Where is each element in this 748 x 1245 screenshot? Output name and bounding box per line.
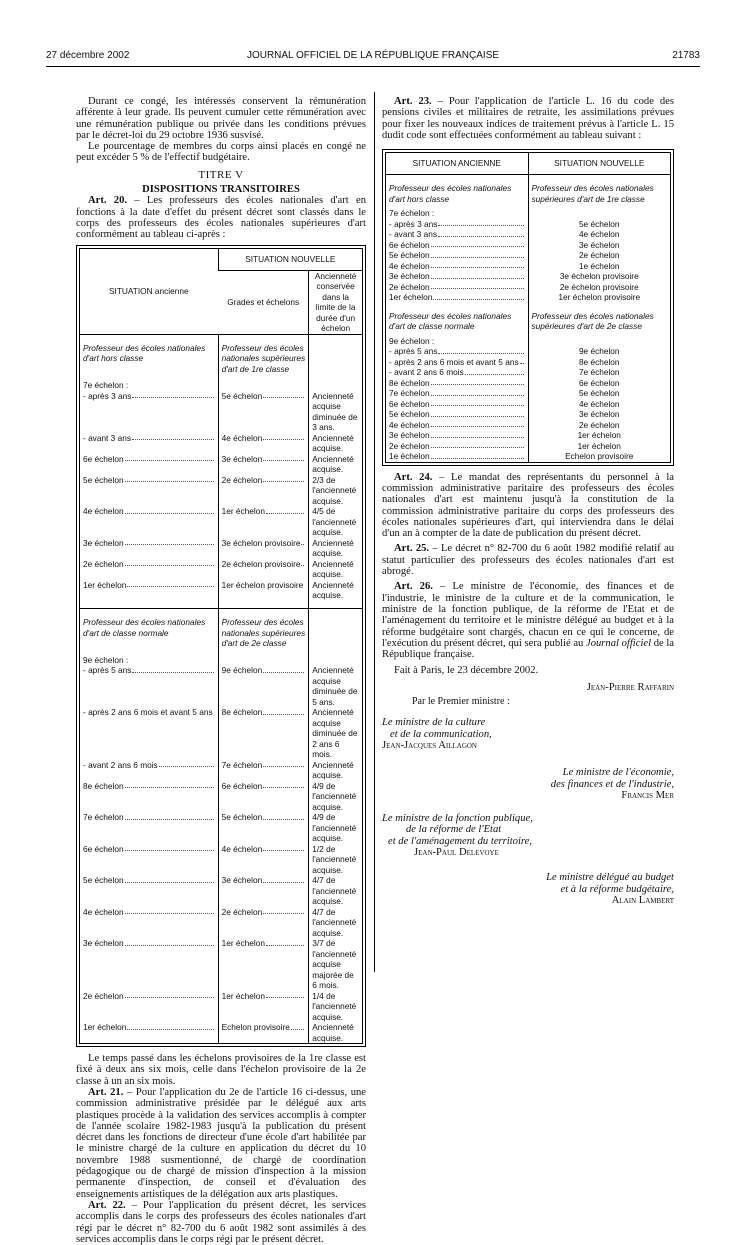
row-old: - après 5 ans <box>389 346 438 357</box>
row-new: 9e échelon <box>221 665 263 676</box>
row-anciennete: 4/9 de l'ancienneté acquise. <box>309 812 363 844</box>
row-anciennete: Ancienneté acquise. <box>309 559 363 580</box>
row-new: 1e échelon <box>528 261 671 272</box>
dot-leader <box>431 409 524 417</box>
table-row <box>386 336 671 347</box>
header-journal: JOURNAL OFFICIEL DE LA RÉPUBLIQUE FRANÇAISE <box>246 50 500 61</box>
row-old: 1er échelon <box>389 292 433 303</box>
row-new: 1er échelon <box>221 506 265 517</box>
dot-leader <box>431 282 524 290</box>
row-anciennete: Ancienneté acquise diminuée de 3 ans. <box>309 391 363 433</box>
row-anciennete: Ancienneté acquise. <box>309 760 363 781</box>
th-grades: Grades et échelons <box>218 270 309 334</box>
dot-leader <box>125 506 214 514</box>
row-new: Echelon provisoire <box>528 451 671 462</box>
row-new: 5e échelon <box>221 390 263 401</box>
sig3-role-3: et de l'aménagement du territoire, <box>388 835 532 847</box>
dot-leader <box>263 391 304 399</box>
row-old: 6e échelon <box>389 239 430 250</box>
table-art20-group-2 <box>80 609 363 655</box>
dot-leader <box>431 399 524 407</box>
group-old-grade: Professeur des écoles nationales d'art hors classe <box>389 183 512 204</box>
paragraph-pourcentage: Le pourcentage de membres du corps ainsi placés en congé ne peut excéder 5 % de l'effectif budgétaire. <box>76 141 366 164</box>
table-row <box>386 229 671 240</box>
table-row <box>80 812 363 844</box>
sig2-role-2: des finances et de l'industrie, <box>550 778 674 790</box>
row-old: 6e échelon <box>389 398 430 409</box>
row-old: - avant 3 ans <box>83 432 131 443</box>
article-24 <box>382 472 674 540</box>
table-row <box>80 655 363 666</box>
row-new: 5e échelon <box>221 812 263 823</box>
th-situation-ancienne: SITUATION ancienne <box>80 248 219 334</box>
row-anciennete: Ancienneté acquise. <box>309 538 363 559</box>
row-new: 4e échelon <box>221 432 263 443</box>
article-23 <box>382 96 674 141</box>
dot-leader <box>266 991 304 999</box>
article-22-label: Art. 22. <box>88 1199 126 1211</box>
table-art23 <box>385 152 671 463</box>
row-new: 1er échelon <box>528 441 671 452</box>
dot-leader <box>431 420 524 428</box>
row-new: 5e échelon <box>528 388 671 399</box>
row-old: 1e échelon <box>389 451 430 462</box>
row-new: 2e échelon provisoire <box>528 282 671 293</box>
row-old: 2e échelon <box>389 440 430 451</box>
dot-leader <box>263 665 304 673</box>
dot-leader <box>520 357 524 365</box>
sig2-role-1: Le ministre de l'économie, <box>562 767 674 779</box>
row-old: 6e échelon <box>83 843 124 854</box>
row-new: Echelon provisoire <box>221 1022 290 1033</box>
group-new-grade: Professeur des écoles nationales supérieures d'art de 1re classe <box>218 334 309 380</box>
row-new: 1er échelon <box>221 938 265 949</box>
dot-leader <box>431 240 524 248</box>
dot-leader <box>431 451 524 459</box>
row-old: - après 3 ans <box>389 218 438 229</box>
article-20-text: – Les professeurs des écoles nationales d'art en fonctions à la date d'effet du présent décret sont classés dans le corps des professeurs des écoles nationales supérieures d'art conformément au tableau ci-après : <box>76 195 366 241</box>
row-new: 3e échelon <box>528 409 671 420</box>
row-new: 3e échelon <box>221 875 263 886</box>
dot-leader <box>263 454 304 462</box>
table-row <box>80 781 363 813</box>
sig1-name: Jean-Jacques Aillagon <box>382 739 477 751</box>
table-row <box>80 938 363 991</box>
table-row <box>80 907 363 939</box>
row-new: 3e échelon provisoire <box>528 271 671 282</box>
row-old: 6e échelon <box>83 453 124 464</box>
dot-leader <box>159 760 214 768</box>
paragraph-temps: Le temps passé dans les échelons provisoires de la 1re classe est fixé à deux ans six mois, celle dans l'échelon provisoire de la 2e classe à un an six mois. <box>76 1053 366 1087</box>
row-old: - avant 2 ans 6 mois <box>83 759 158 770</box>
row-anciennete: Ancienneté acquise diminuée de 2 ans 6 mois. <box>309 707 363 760</box>
row-old: 5e échelon <box>83 474 124 485</box>
dot-leader <box>125 559 214 567</box>
table-row <box>80 875 363 907</box>
sig3-name: Jean-Paul Delevoye <box>414 847 499 858</box>
right-column <box>382 96 674 906</box>
group-old-grade: Professeur des écoles nationales d'art de classe normale <box>83 617 206 638</box>
article-26-label: Art. 26. <box>394 581 433 593</box>
dot-leader <box>132 433 214 441</box>
row-new: 6e échelon <box>528 378 671 389</box>
group-old-grade: Professeur des écoles nationales d'art de classe normale <box>389 310 512 332</box>
dot-leader <box>291 1022 304 1030</box>
row-old: 8e échelon <box>83 780 124 791</box>
row-old: 2e échelon <box>83 558 124 569</box>
row-new: 1er échelon provisoire <box>221 579 304 590</box>
table-art20-frame <box>76 245 366 1048</box>
table-row <box>386 346 671 357</box>
table-row <box>386 357 671 368</box>
dot-leader <box>266 938 304 946</box>
sig4-role-1: Le ministre délégué au budget <box>546 872 674 884</box>
table-row <box>80 559 363 580</box>
dot-leader <box>431 271 524 279</box>
row-old: 3e échelon <box>389 430 430 441</box>
table-row <box>386 250 671 261</box>
row-anciennete: 1/4 de l'ancienneté acquise. <box>309 991 363 1023</box>
row-anciennete: 4/7 de l'ancienneté acquise. <box>309 875 363 907</box>
table-art23-group-2 <box>386 303 671 336</box>
article-22 <box>76 1200 366 1245</box>
row-new: 2e échelon <box>221 906 263 917</box>
dot-leader <box>301 538 304 546</box>
table-row <box>80 433 363 454</box>
row-anciennete: 3/7 de l'ancienneté acquise majorée de 6 mois. <box>309 938 363 991</box>
table-row <box>386 451 671 462</box>
table-row <box>80 707 363 760</box>
table-row <box>80 538 363 559</box>
dot-leader <box>132 391 213 399</box>
dot-leader <box>125 844 214 852</box>
table-row <box>80 506 363 538</box>
row-new: 2e échelon <box>528 420 671 431</box>
table-row <box>386 378 671 389</box>
article-21 <box>76 1087 366 1200</box>
row-new: 2e échelon provisoire <box>221 558 301 569</box>
row-anciennete: 4/9 de l'ancienneté acquise. <box>309 781 363 813</box>
dot-leader <box>125 907 214 915</box>
table-row <box>386 399 671 410</box>
table-row <box>386 208 671 219</box>
table-row <box>386 409 671 420</box>
table-row <box>80 454 363 475</box>
dot-leader <box>431 378 524 386</box>
dot-leader <box>266 506 304 514</box>
table-row <box>80 665 363 707</box>
table-row <box>386 282 671 293</box>
dot-leader <box>438 346 523 354</box>
group-head: 9e échelon : <box>83 654 129 665</box>
row-old: 5e échelon <box>83 875 124 886</box>
row-new: 9e échelon <box>528 346 671 357</box>
dot-leader <box>125 938 214 946</box>
dot-leader <box>438 229 524 237</box>
dot-leader <box>431 250 524 258</box>
row-old: 7e échelon <box>83 812 124 823</box>
row-anciennete: Ancienneté acquise diminuée de 5 ans. <box>309 665 363 707</box>
article-20-label: Art. 20. <box>88 195 128 207</box>
table-row <box>386 261 671 272</box>
row-new: 2e échelon <box>221 474 263 485</box>
row-new: 3e échelon provisoire <box>221 537 301 548</box>
dot-leader <box>127 580 213 588</box>
dot-leader <box>125 538 214 546</box>
row-new: 1er échelon <box>221 990 265 1001</box>
article-23-label: Art. 23. <box>394 96 432 107</box>
row-new: 8e échelon <box>528 357 671 368</box>
article-25-text: – Le décret n° 82-700 du 6 août 1982 modifié relatif au statut particulier des professeurs des écoles nationales d'art est abrogé. <box>382 543 674 578</box>
dot-leader <box>263 781 304 789</box>
row-anciennete: Ancienneté acquise. <box>309 454 363 475</box>
row-old: - après 2 ans 6 mois et avant 5 ans <box>389 356 519 367</box>
row-old: - avant 2 ans 6 mois <box>389 367 464 378</box>
row-new: 4e échelon <box>528 399 671 410</box>
article-24-text: – Le mandat des représentants du personnel à la commission administrative paritaire des professeurs des écoles nationales d'art est maintenu jusqu'à la constitution de la commission administrative paritaire du corps des professeurs des écoles nationales supérieures d'art, qui interviendra dans le délai d'un an à compter de la date de publication du présent décret. <box>382 471 675 540</box>
dot-leader <box>132 665 213 673</box>
dot-leader <box>263 433 304 441</box>
article-26-text-a: – Le ministre de l'économie, des finances et de l'industrie, le ministre de la culture et de la communication, le ministre de la fonction publique, de la réforme de l'Etat et de l'aménagement du territoire et le ministre délégué au budget et à la réforme budgétaire sont chargés, chacun en ce qui le concerne, de l'exécution du présent décret, qui sera publié au <box>382 581 675 649</box>
table-row <box>386 240 671 251</box>
table-row <box>386 420 671 431</box>
article-20 <box>76 195 366 240</box>
article-21-label: Art. 21. <box>88 1086 124 1098</box>
th-situation-ancienne-2: SITUATION ANCIENNE <box>386 153 529 175</box>
dot-leader <box>125 475 214 483</box>
article-22-text: – Pour l'application du présent décret, les services accomplis dans le corps des professeurs des écoles nationales d'art régi par le décret n° 82-700 du 6 août 1982 sont assimilés à des services accomplis dans le corps régi par le présent décret. <box>76 1199 367 1245</box>
row-anciennete: Ancienneté acquise. <box>309 1022 363 1044</box>
header-page-number: 21783 <box>672 50 700 61</box>
table-art23-frame <box>382 149 674 466</box>
dot-leader <box>263 907 304 915</box>
row-anciennete: 1/2 de l'ancienneté acquise. <box>309 844 363 876</box>
signature-economie <box>382 767 674 801</box>
row-old: 2e échelon <box>389 281 430 292</box>
table-row <box>386 367 671 378</box>
signature-fonction-publique <box>382 813 674 858</box>
row-old: - après 3 ans <box>83 390 132 401</box>
table-row <box>80 380 363 391</box>
table-row <box>386 441 671 452</box>
titre-heading: TITRE V <box>198 168 244 181</box>
pm-intro: Par le Premier ministre : <box>412 696 510 708</box>
row-new: 3e échelon <box>528 240 671 251</box>
sig1-role-1: Le ministre de la culture <box>382 717 486 729</box>
dot-leader <box>433 292 523 300</box>
row-old: 8e échelon <box>389 377 430 388</box>
table-row <box>386 388 671 399</box>
group-old-grade: Professeur des écoles nationales d'art hors classe <box>83 342 206 364</box>
dot-leader <box>263 760 304 768</box>
table-row <box>386 271 671 282</box>
th-anciennete: Ancienneté conservée dans la limite de la durée d'un échelon <box>309 270 363 334</box>
row-new: 7e échelon <box>221 759 263 770</box>
table-row <box>80 1022 363 1044</box>
row-new: 8e échelon <box>221 707 263 718</box>
dot-leader <box>125 875 214 883</box>
row-old: 1er échelon <box>83 1022 127 1033</box>
row-anciennete: Ancienneté acquise. <box>309 580 363 601</box>
row-new: 6e échelon <box>221 780 263 791</box>
page-header <box>46 50 700 64</box>
titre-subheading: DISPOSITIONS TRANSITOIRES <box>142 184 300 196</box>
column-divider <box>374 92 375 972</box>
article-25 <box>382 543 674 577</box>
dot-leader <box>431 441 524 449</box>
pm-signature-name: Jean-Pierre Raffarin <box>586 681 674 693</box>
fait-a-paris: Fait à Paris, le 23 décembre 2002. <box>394 665 539 677</box>
row-old: 5e échelon <box>389 250 430 261</box>
row-new: 2e échelon <box>528 250 671 261</box>
row-old: 2e échelon <box>83 990 124 1001</box>
th-situation-nouvelle-2: SITUATION NOUVELLE <box>528 153 671 175</box>
dot-leader <box>127 1022 213 1030</box>
article-24-label: Art. 24. <box>394 471 433 483</box>
table-row <box>80 475 363 507</box>
row-old: - après 5 ans <box>83 665 132 676</box>
row-anciennete: 4/5 de l'ancienneté acquise. <box>309 506 363 538</box>
row-anciennete: Ancienneté acquise. <box>309 433 363 454</box>
article-21-text: – Pour l'application du 2e de l'article 16 ci-dessus, une commission administrative présidée par le délégué aux arts plastiques procède à la validation des services accomplis à compter de l'année scolaire 1982-1983 jusqu'à la publication du présent décret dans les fonctions de directeur d'une école d'art habilitée par le ministre chargé de la culture en application du décret du 10 novembre 1988 susmentionné, de chargé de coordination pédagogique ou de chargé de mission d'inspection à la mission permanente d'inspection, de conseil et d'évaluation des enseignements artistiques de la délégation aux arts plastiques. <box>76 1086 367 1200</box>
row-old: 3e échelon <box>83 938 124 949</box>
row-new: 4e échelon <box>528 229 671 240</box>
row-new: 1er échelon <box>528 430 671 441</box>
table-art20 <box>79 248 363 1045</box>
group-new-grade: Professeur des écoles nationales supérieures d'art de 1re classe <box>528 175 671 209</box>
row-anciennete: 4/7 de l'ancienneté acquise. <box>309 907 363 939</box>
row-old: 4e échelon <box>389 260 430 271</box>
sig3-role-2: de la réforme de l'Etat <box>406 824 502 836</box>
row-new: 5e échelon <box>528 219 671 230</box>
group-new-grade: Professeur des écoles nationales supérieures d'art de 2e classe <box>528 303 671 336</box>
article-26-text-b: de la République française. <box>382 637 674 661</box>
dot-leader <box>431 388 524 396</box>
article-25-label: Art. 25. <box>394 543 430 555</box>
dot-leader <box>263 707 304 715</box>
dot-leader <box>431 261 524 269</box>
article-26-journal: Journal officiel <box>586 637 652 649</box>
article-26 <box>382 581 674 660</box>
th-situation-nouvelle: SITUATION NOUVELLE <box>218 248 362 270</box>
left-column <box>76 96 366 1245</box>
dot-leader <box>125 454 214 462</box>
table-row <box>80 844 363 876</box>
row-old: 1er échelon <box>83 579 127 590</box>
article-23-text: – Pour l'application de l'article L. 16 du code des pensions civiles et militaires de retraite, les assimilations prévues pour fixer les nouveaux indices de traitement prévus à l'article L. 15 dudit code sont effectuées conformément au tableau suivant : <box>382 96 674 141</box>
row-old: 3e échelon <box>83 537 124 548</box>
header-rule <box>46 66 700 67</box>
group-new-grade: Professeur des écoles nationales supérieures d'art de 2e classe <box>218 609 309 655</box>
sig4-name: Alain Lambert <box>611 894 674 906</box>
table-art20-group-1 <box>80 334 363 380</box>
row-new: 1er échelon provisoire <box>528 292 671 303</box>
signatures <box>382 665 674 906</box>
sig2-name: Francis Mer <box>621 789 674 801</box>
row-old: 5e échelon <box>389 409 430 420</box>
group-head: 7e échelon : <box>389 208 435 219</box>
row-new: 4e échelon <box>221 843 263 854</box>
table-row <box>80 760 363 781</box>
table-row <box>80 991 363 1023</box>
header-date: 27 décembre 2002 <box>46 50 130 61</box>
paragraph-conge: Durant ce congé, les intéressés conservent la rémunération afférente à leur grade. Ils peuvent cumuler cette rémunération avec une rémunération publique ou privée dans les conditions prévues par le décret-loi du 29 octobre 1936 susvisé. <box>76 96 366 141</box>
row-old: - après 2 ans 6 mois et avant 5 ans <box>83 707 213 718</box>
row-anciennete: 2/3 de l'ancienneté acquise. <box>309 475 363 507</box>
dot-leader <box>263 475 304 483</box>
row-old: 7e échelon <box>389 388 430 399</box>
signature-budget <box>382 872 674 906</box>
group-head: 9e échelon : <box>389 335 435 346</box>
dot-leader <box>125 781 214 789</box>
dot-leader <box>438 219 523 227</box>
row-old: 3e échelon <box>389 271 430 282</box>
table-row <box>80 391 363 433</box>
sig1-role-2: et de la communication, <box>390 728 492 740</box>
sig4-role-2: et à la réforme budgétaire, <box>560 883 674 895</box>
row-old: 4e échelon <box>83 506 124 517</box>
table-row <box>386 219 671 230</box>
dot-leader <box>263 875 304 883</box>
row-old: 4e échelon <box>389 419 430 430</box>
dot-leader <box>263 812 304 820</box>
dot-leader <box>431 430 524 438</box>
table-art23-group-1 <box>386 175 671 209</box>
dot-leader <box>263 844 304 852</box>
sig3-role-1: Le ministre de la fonction publique, <box>382 813 533 825</box>
signature-culture <box>382 717 674 751</box>
row-new: 7e échelon <box>528 367 671 378</box>
table-row <box>386 430 671 441</box>
row-new: 3e échelon <box>221 453 263 464</box>
table-row <box>80 580 363 601</box>
row-old: - avant 3 ans <box>389 229 437 240</box>
dot-leader <box>125 991 214 999</box>
row-old: 4e échelon <box>83 906 124 917</box>
dot-leader <box>465 367 524 375</box>
dot-leader <box>125 812 214 820</box>
group-head: 7e échelon : <box>83 380 129 391</box>
table-row <box>386 292 671 303</box>
dot-leader <box>301 559 304 567</box>
